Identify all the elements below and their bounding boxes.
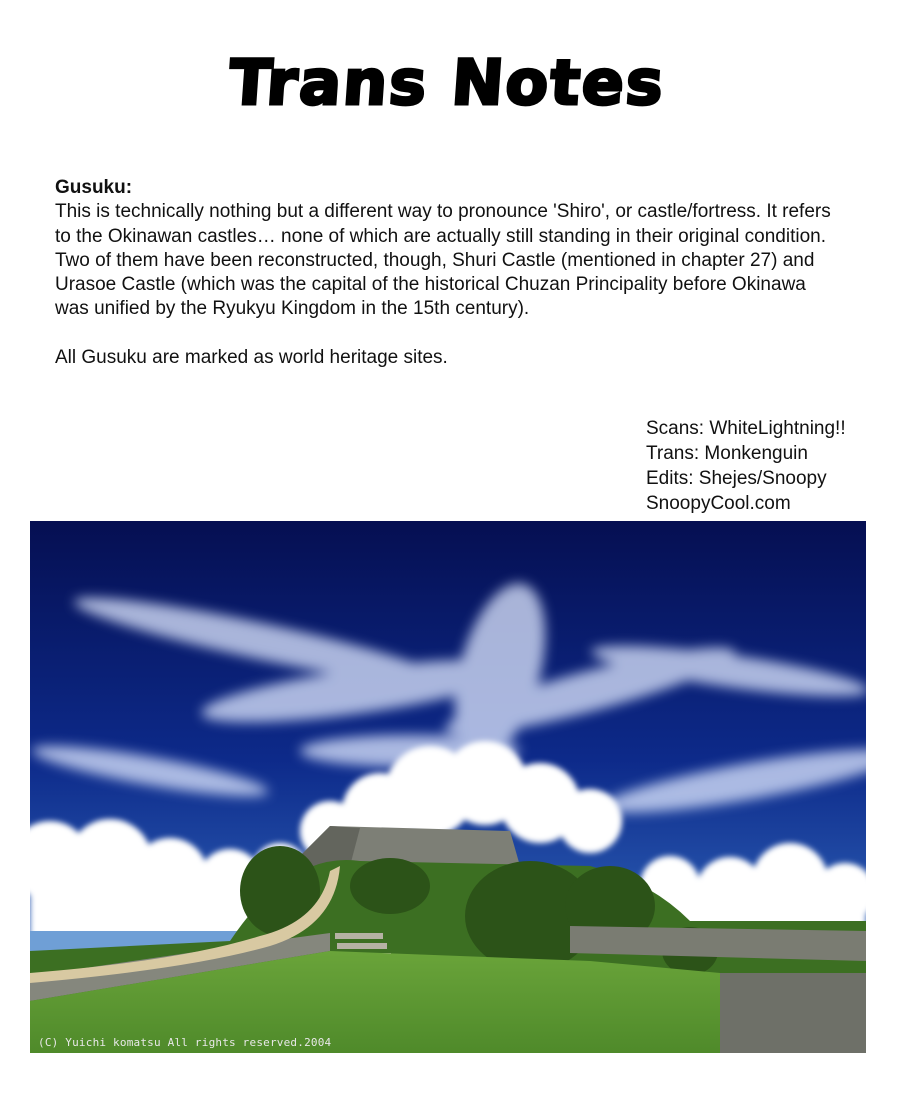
note-term: Gusuku:: [55, 177, 133, 198]
credit-site: SnoopyCool.com: [646, 493, 791, 514]
photo-copyright: (C) Yuichi komatsu All rights reserved.2004: [38, 1036, 332, 1049]
trans-note: [55, 176, 835, 370]
page-title: [0, 42, 900, 122]
note-paragraph-2: All Gusuku are marked as world heritage sites.: [55, 346, 448, 368]
credit-edits: Edits: Shejes/Snoopy: [646, 468, 827, 489]
paragraph-gap: [55, 322, 835, 346]
corner-wall: [720, 973, 866, 1053]
page-title-text: Trans Notes: [226, 46, 668, 119]
credit-scans: Scans: WhiteLightning!!: [646, 418, 846, 439]
note-paragraph-1: This is technically nothing but a different way to pronounce 'Shiro', or castle/fortress. It refers to the Okinawan castles… none of which are actually still standing in their original condition. Two of them have been reconstructed, though, Shuri Castle (mentioned in chapter 27) and Urasoe Castle (which was the capital of the historical Chuzan Principality before Okinawa was unified by the Ryukyu Kingdom in the 15th century).: [55, 201, 831, 320]
credits-block: [646, 416, 896, 516]
credit-trans: Trans: Monkenguin: [646, 443, 808, 464]
castle-photo: [30, 521, 866, 1053]
